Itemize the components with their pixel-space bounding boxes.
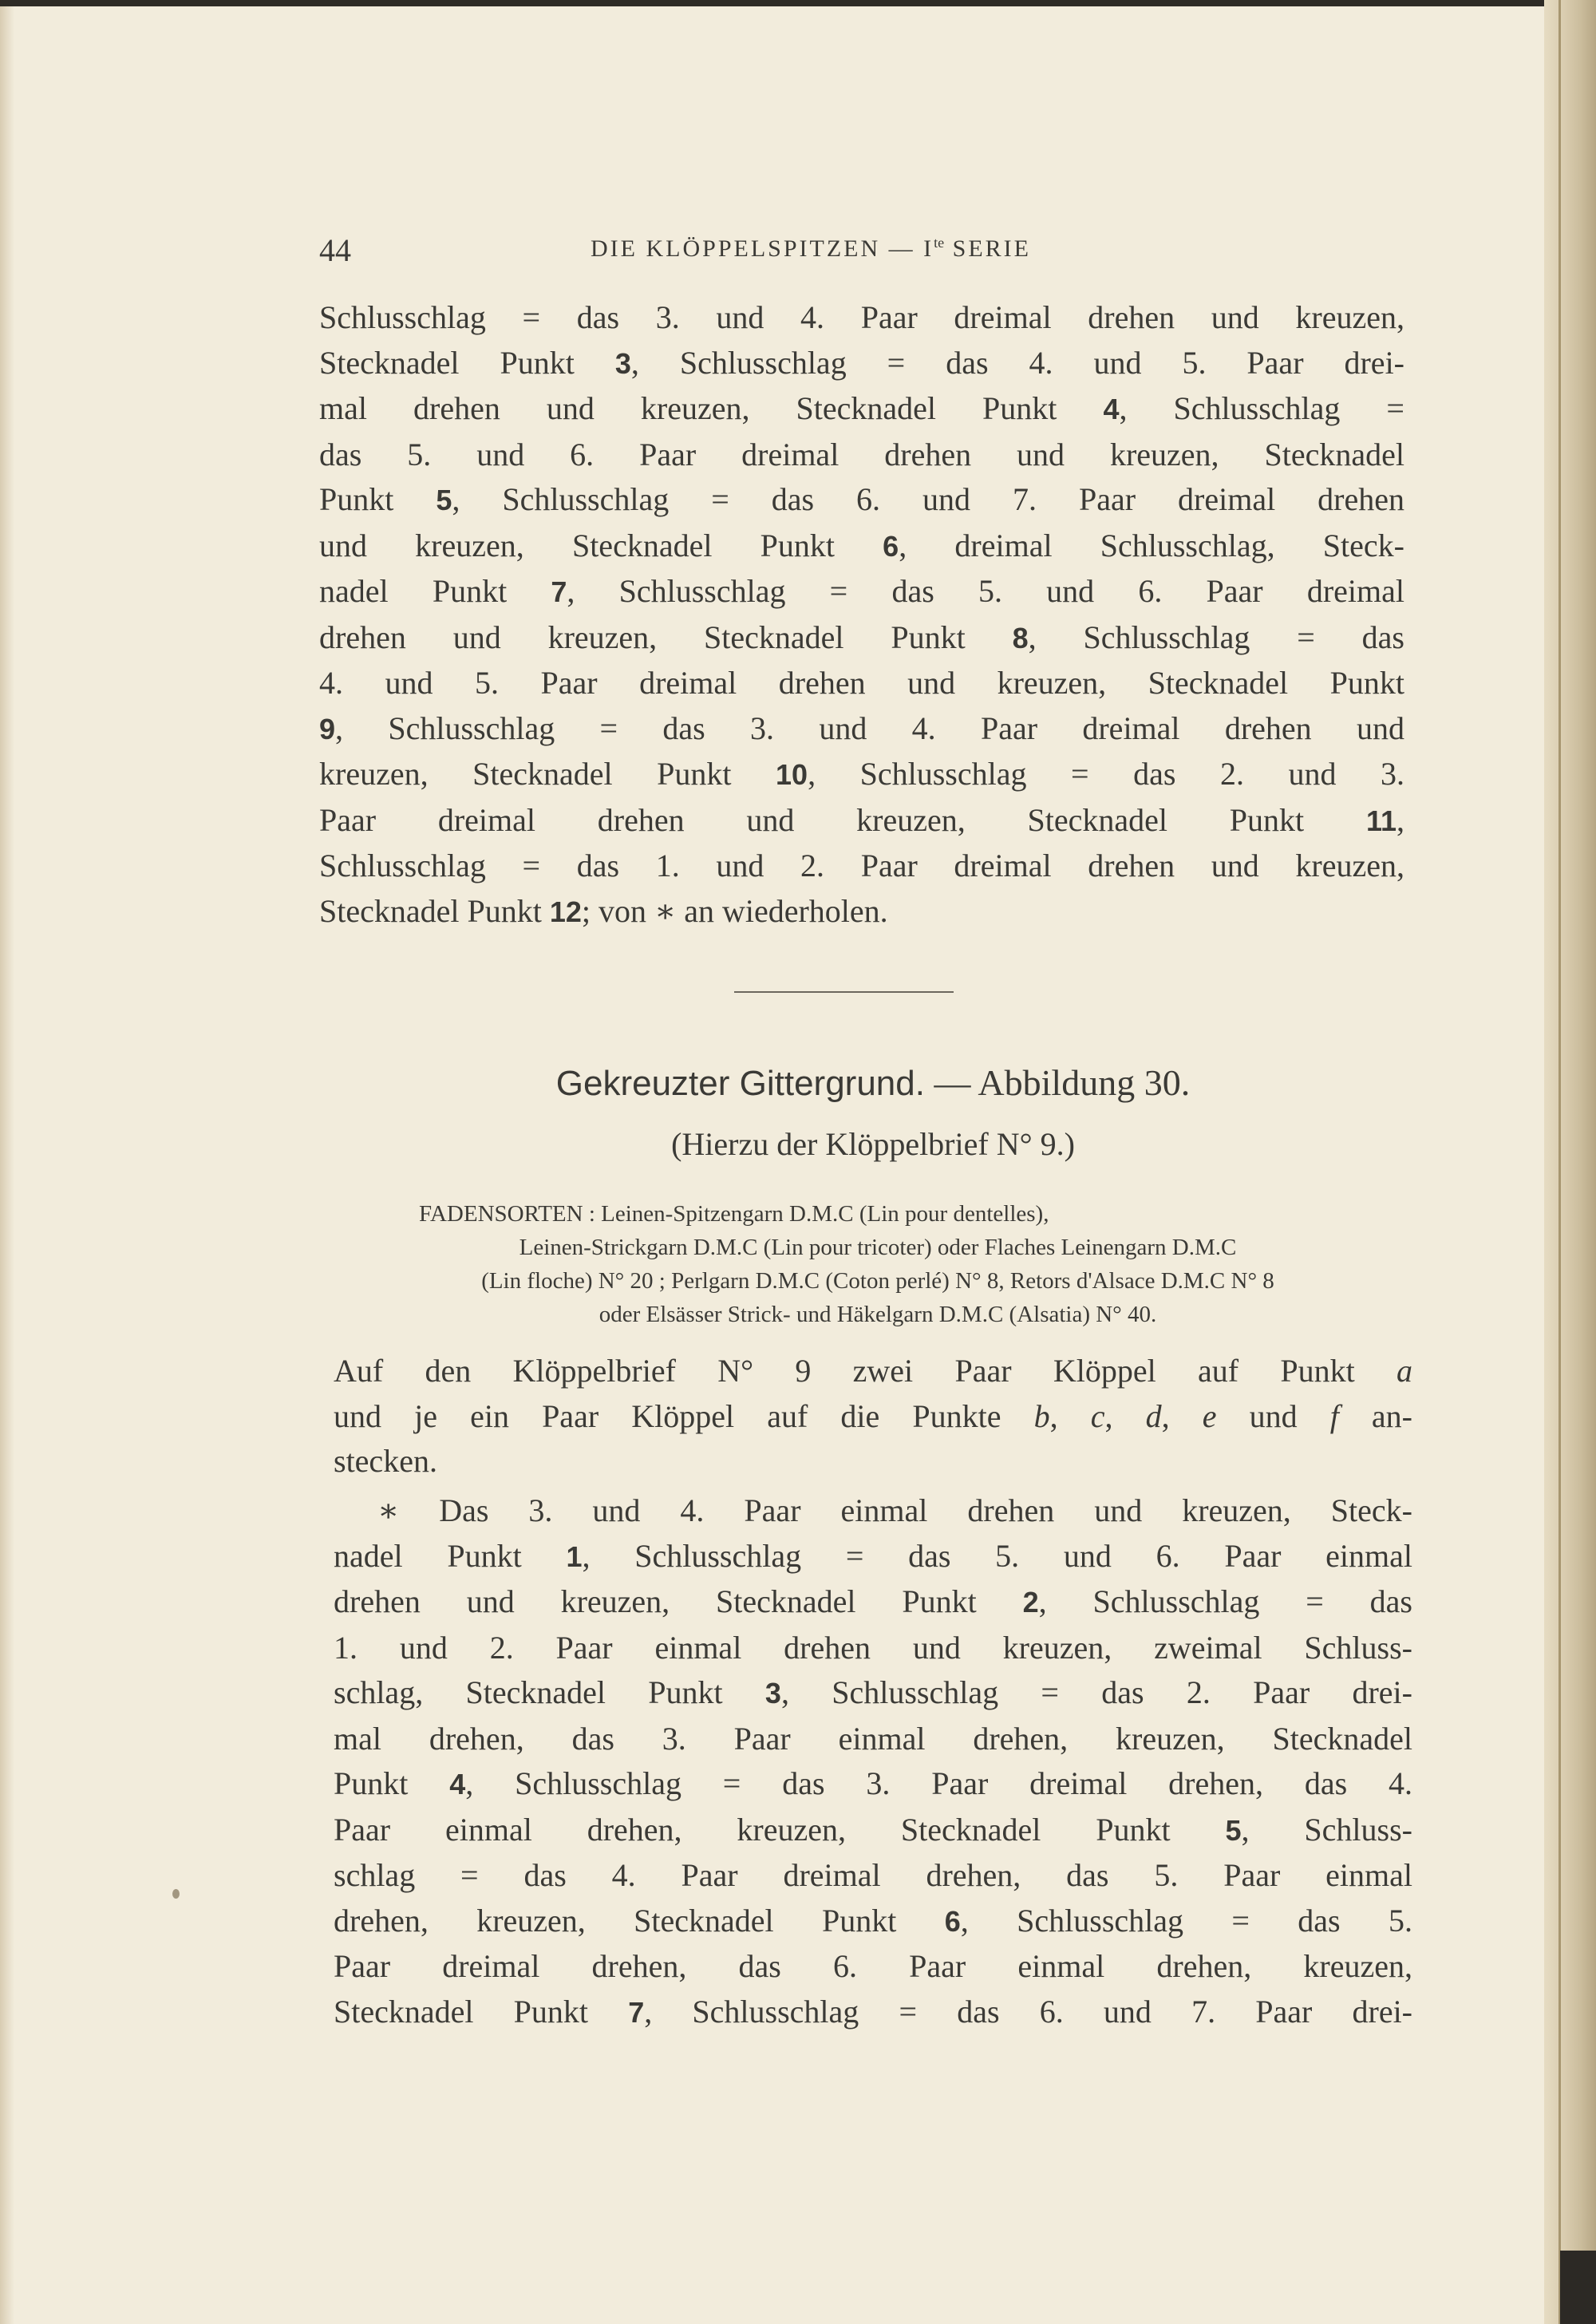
pin-point-number: 11 bbox=[1365, 804, 1396, 837]
text-line: 4. und 5. Paar dreimal drehen und kreuzen, Stecknadel Punkt bbox=[319, 665, 1404, 701]
text-line: schlag, Stecknadel Punkt 3, Schlusschlag = das 2. Paar drei- bbox=[334, 1674, 1412, 1710]
pin-point-number: 8 bbox=[1012, 621, 1029, 654]
text-line: und je ein Paar Klöppel auf die Punkte b, c, d, e und f an- bbox=[334, 1397, 1412, 1434]
pin-point-number: 6 bbox=[944, 1904, 961, 1938]
top-edge bbox=[0, 0, 1596, 6]
section-subheading: (Hierzu der Klöppelbrief N° 9.) bbox=[671, 1126, 1075, 1162]
running-title-main: DIE KLÖPPELSPITZEN — I bbox=[591, 235, 934, 262]
text-line: das 5. und 6. Paar dreimal drehen und kreuzen, Stecknadel bbox=[319, 436, 1404, 472]
page-number: 44 bbox=[319, 232, 351, 268]
text-line: ∗ Das 3. und 4. Paar einmal drehen und kreuzen, Steck- bbox=[377, 1492, 1412, 1528]
text-line: nadel Punkt 7, Schlusschlag = das 5. und 6. Paar dreimal bbox=[319, 573, 1404, 609]
cover-corner bbox=[1560, 2251, 1596, 2324]
pin-point-number: 5 bbox=[1225, 1813, 1242, 1847]
point-letter: e bbox=[1202, 1397, 1217, 1434]
point-letter: c bbox=[1090, 1397, 1105, 1434]
text-line: Stecknadel Punkt 3, Schlusschlag = das 4. und 5. Paar drei- bbox=[319, 344, 1404, 381]
page-header bbox=[319, 231, 1412, 271]
running-title-suffix: SERIE bbox=[944, 235, 1031, 262]
thread-line: Leinen-Strickgarn D.M.C (Lin pour tricoter) oder Flaches Leinengarn D.M.C bbox=[519, 1235, 1237, 1260]
point-letter: d bbox=[1145, 1397, 1162, 1434]
book-right-edge bbox=[1544, 0, 1596, 2324]
running-title bbox=[591, 235, 1031, 263]
pin-point-number: 6 bbox=[883, 529, 899, 563]
text-line: Punkt 5, Schlusschlag = das 6. und 7. Paar dreimal drehen bbox=[319, 481, 1404, 517]
pin-point-number: 9 bbox=[319, 712, 336, 745]
pin-point-number: 4 bbox=[1103, 393, 1120, 425]
point-letter: a bbox=[1396, 1353, 1412, 1389]
section-heading-figure: — Abbildung 30. bbox=[924, 1062, 1191, 1103]
thread-line: (Lin floche) N° 20 ; Perlgarn D.M.C (Coton perlé) N° 8, Retors d'Alsace D.M.C N° 8 bbox=[481, 1268, 1274, 1294]
page-gutter-shadow bbox=[0, 0, 14, 2324]
pin-point-number: 7 bbox=[551, 575, 567, 608]
text-line: drehen, kreuzen, Stecknadel Punkt 6, Schlusschlag = das 5. bbox=[334, 1902, 1412, 1939]
text-line: drehen und kreuzen, Stecknadel Punkt 2, Schlusschlag = das bbox=[334, 1583, 1412, 1619]
thread-line: oder Elsässer Strick- und Häkelgarn D.M.C (Alsatia) N° 40. bbox=[598, 1302, 1157, 1327]
text-line: Auf den Klöppelbrief N° 9 zwei Paar Klöppel auf Punkt a bbox=[334, 1353, 1412, 1389]
page-edge-line bbox=[1558, 0, 1561, 2324]
text-line: stecken. bbox=[334, 1443, 437, 1479]
text-line: mal drehen, das 3. Paar einmal drehen, kreuzen, Stecknadel bbox=[334, 1720, 1412, 1757]
text-line: mal drehen und kreuzen, Stecknadel Punkt 4, Schlusschlag = bbox=[319, 390, 1404, 426]
pin-point-number: 2 bbox=[1022, 1586, 1039, 1618]
text-line: Schlusschlag = das 3. und 4. Paar dreimal drehen und kreuzen, bbox=[319, 299, 1404, 335]
pin-point-number: 3 bbox=[764, 1677, 781, 1709]
section-divider bbox=[734, 991, 954, 993]
instruction-paragraph-4 bbox=[334, 1488, 1412, 2035]
text-line: schlag = das 4. Paar dreimal drehen, das 5. Paar einmal bbox=[334, 1857, 1412, 1893]
text-line: Stecknadel Punkt 7, Schlusschlag = das 6. und 7. Paar drei- bbox=[334, 1993, 1413, 2030]
section-heading-title: Gekreuzter Gittergrund. bbox=[555, 1064, 925, 1103]
thread-types bbox=[351, 1197, 1404, 1331]
text-line: Punkt 4, Schlusschlag = das 3. Paar dreimal drehen, das 4. bbox=[334, 1765, 1413, 1801]
pin-point-number: 5 bbox=[436, 484, 452, 516]
text-line: kreuzen, Stecknadel Punkt 10, Schlusschlag = das 2. und 3. bbox=[319, 756, 1405, 792]
point-letter: b bbox=[1033, 1397, 1050, 1434]
text-line: Schlusschlag = das 1. und 2. Paar dreimal drehen und kreuzen, bbox=[319, 848, 1404, 883]
text-line: 9, Schlusschlag = das 3. und 4. Paar dreimal drehen und bbox=[319, 709, 1404, 746]
text-line: Paar einmal drehen, kreuzen, Stecknadel Punkt 5, Schluss- bbox=[334, 1811, 1412, 1848]
text-line: Paar dreimal drehen, das 6. Paar einmal drehen, kreuzen, bbox=[334, 1948, 1412, 1984]
text-line: Paar dreimal drehen und kreuzen, Stecknadel Punkt 11, bbox=[319, 801, 1404, 838]
pin-point-number: 12 bbox=[549, 895, 582, 928]
pin-point-number: 1 bbox=[566, 1539, 583, 1573]
text-line: drehen und kreuzen, Stecknadel Punkt 8, Schlusschlag = das bbox=[319, 619, 1404, 655]
section-heading bbox=[334, 1061, 1412, 1104]
text-line: Stecknadel Punkt 12; von ∗ an wiederholen. bbox=[319, 892, 888, 929]
instruction-paragraph-3 bbox=[334, 1349, 1412, 1484]
text-line: 1. und 2. Paar einmal drehen und kreuzen, zweimal Schluss- bbox=[334, 1629, 1412, 1666]
instruction-paragraph-1 bbox=[319, 295, 1404, 935]
pin-point-number: 7 bbox=[628, 1995, 645, 2029]
point-letter: f bbox=[1329, 1397, 1339, 1434]
thread-line: FADENSORTEN : Leinen-Spitzengarn D.M.C (Lin pour dentelles), bbox=[419, 1201, 1049, 1227]
pin-point-number: 3 bbox=[614, 346, 631, 380]
pin-point-number: 4 bbox=[449, 1768, 466, 1800]
text-line: nadel Punkt 1, Schlusschlag = das 5. und 6. Paar einmal bbox=[334, 1537, 1413, 1574]
text-line: und kreuzen, Stecknadel Punkt 6, dreimal Schlusschlag, Steck- bbox=[319, 527, 1404, 563]
pin-point-number: 10 bbox=[776, 758, 808, 791]
ink-spot bbox=[172, 1889, 180, 1899]
running-title-sup: te bbox=[934, 235, 945, 251]
